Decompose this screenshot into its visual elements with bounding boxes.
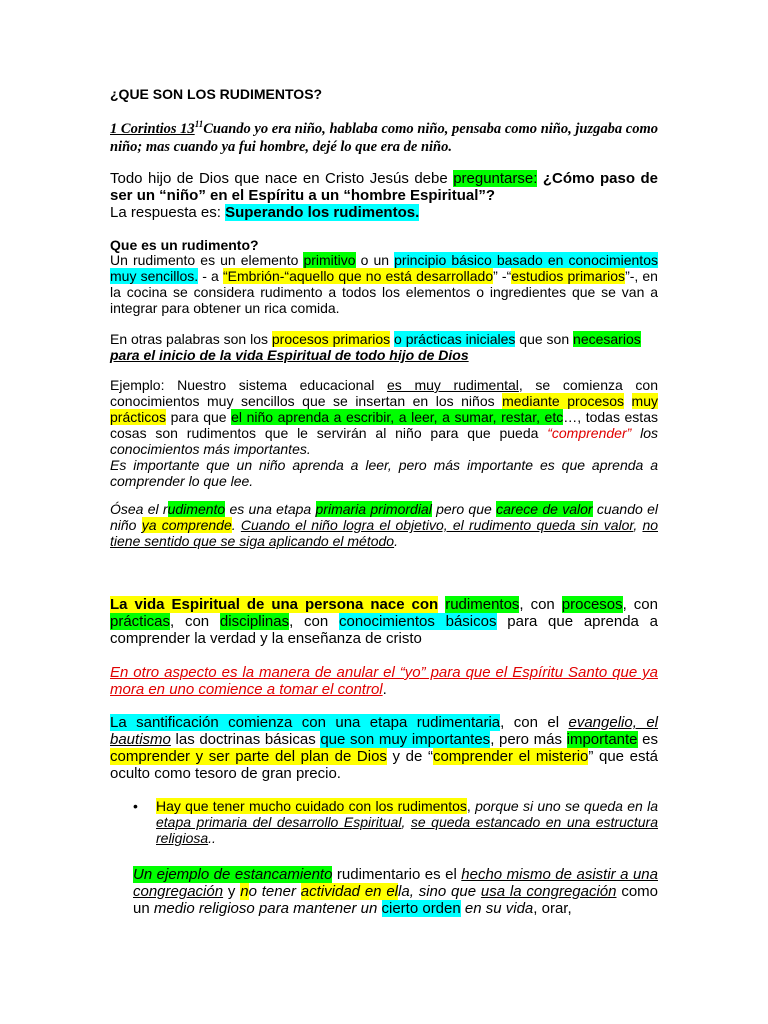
verse-number: 11 xyxy=(194,119,204,130)
highlight: estudios primarios xyxy=(511,268,626,284)
highlight: necesarios xyxy=(573,331,641,347)
intro-text: Todo hijo de Dios que nace en Cristo Jesús debe xyxy=(110,170,454,187)
text: o un xyxy=(355,252,395,268)
highlight: Un ejemplo de estancamiento xyxy=(133,866,333,883)
definition-paragraph xyxy=(110,252,658,316)
text: la, sino que xyxy=(398,883,481,900)
highlight: La santificación comienza con una etapa rudimentaria xyxy=(110,714,501,731)
red-underlined-text: En otro aspecto es la manera de anular el “yo” para que el Espíritu Santo que ya mora en uno comience a tomar el control xyxy=(110,664,658,698)
highlight: conocimientos básicos xyxy=(338,613,497,630)
text: . xyxy=(394,533,398,549)
highlight: primaria primordial xyxy=(315,501,432,517)
text: ” que está oculto como tesoro de gran precio. xyxy=(110,748,658,782)
text: es xyxy=(637,731,658,748)
underlined-text: usa la congregación xyxy=(480,883,617,900)
italic-text: medio religioso para mantener un xyxy=(153,900,378,917)
highlight: prácticas xyxy=(110,613,171,630)
highlight: La vida Espiritual de una persona nace con xyxy=(110,596,439,613)
highlight: comprender el misterio xyxy=(432,748,589,765)
highlight: carece de valor xyxy=(496,501,593,517)
highlight: importante xyxy=(566,731,638,748)
highlight: rudimentos xyxy=(445,596,520,613)
bullet-icon: • xyxy=(133,798,138,814)
text: , se comienza con conocimientos muy sencillos que se insertan en los niños xyxy=(110,377,658,409)
highlight: disciplinas xyxy=(219,613,290,630)
text: , con xyxy=(622,596,658,613)
highlight: o prácticas iniciales xyxy=(394,331,516,347)
other-words-paragraph xyxy=(110,331,658,363)
highlight: el niño aprenda a escribir, a leer, a sumar, restar, etc xyxy=(231,409,564,425)
red-text: “comprender” xyxy=(547,425,632,441)
text: . xyxy=(382,681,387,698)
text: .. xyxy=(208,830,216,846)
highlight: cierto orden xyxy=(381,900,461,917)
highlight: principio básico basado en conocimientos muy sencillos. xyxy=(110,252,658,284)
text: ”-, en la cocina se considera rudimento a todos los elementos o ingredientes que se van a integrar para obtener un rica comida. xyxy=(110,268,658,316)
bullet-item xyxy=(156,798,658,846)
text: , xyxy=(401,814,411,830)
underlined-text: hecho mismo de asistir a una congregación xyxy=(133,866,658,900)
bible-quote xyxy=(110,120,658,156)
text: Un rudimento es un elemento xyxy=(110,252,304,268)
vida-paragraph xyxy=(110,596,658,647)
highlight: n xyxy=(240,883,249,900)
intro-highlight: preguntarse: xyxy=(453,170,538,187)
highlight: muy prácticos xyxy=(110,393,658,425)
underlined-text: Cuando el niño logra el objetivo, el rudimento queda sin valor xyxy=(240,517,634,533)
highlight: udimento xyxy=(167,501,226,517)
highlight: comprender y ser parte del plan de Dios xyxy=(110,748,387,765)
intro-answer: Superando los rudimentos. xyxy=(225,204,420,221)
text: para que aprenda a comprender la verdad y la enseñanza de cristo xyxy=(110,613,658,647)
italic-text: en su vida xyxy=(464,900,534,917)
text: que son xyxy=(515,331,574,347)
highlight: Hay que tener mucho cuidado con los rudimentos xyxy=(156,798,467,814)
text: En otras palabras son los xyxy=(110,331,272,347)
text: , con xyxy=(519,596,562,613)
text: , pero más xyxy=(490,731,567,748)
bible-text: Cuando yo era niño, hablaba como niño, pensaba como niño, juzgaba como niño; mas cuando ya fui hombre, dejé lo que era de niño. xyxy=(110,121,658,155)
page-title: ¿QUE SON LOS RUDIMENTOS? xyxy=(110,86,323,102)
text: , xyxy=(466,798,476,814)
highlight: ya comprende xyxy=(141,517,232,533)
text: ” -“ xyxy=(493,268,512,284)
text: - a xyxy=(198,268,223,284)
santificacion-paragraph xyxy=(110,714,658,782)
text: . xyxy=(231,517,241,533)
bible-reference: 1 Corintios 13 xyxy=(110,121,195,137)
intro-paragraph xyxy=(110,170,658,221)
highlight: procesos xyxy=(561,596,623,613)
definition-heading: Que es un rudimento? xyxy=(110,237,259,253)
text: o tener xyxy=(248,883,301,900)
text: pero que xyxy=(431,501,497,517)
text: para que xyxy=(166,409,232,425)
intro-question: ¿Cómo paso de ser un “niño” en el Espíritu a un “hombre Espiritual”? xyxy=(110,170,658,204)
text: , con el xyxy=(500,714,569,731)
text: , con xyxy=(170,613,220,630)
estancamiento-paragraph xyxy=(133,866,658,917)
text: y de “ xyxy=(386,748,433,765)
highlight: actividad en el xyxy=(300,883,399,900)
intro-answer-label: La respuesta es: xyxy=(110,204,226,221)
underlined-text: etapa primaria del desarrollo Espiritual xyxy=(156,814,402,830)
text: los conocimientos más importantes. xyxy=(110,425,658,457)
text: y xyxy=(223,883,241,900)
underlined-text: se queda estancado en una estructura religiosa xyxy=(156,814,659,846)
text: , orar, xyxy=(533,900,572,917)
text: Es importante que un niño aprenda a leer, pero más importante es que aprenda a comprender lo que lee. xyxy=(110,457,658,489)
highlight: que son muy importantes xyxy=(320,731,491,748)
text: , xyxy=(633,517,643,533)
text: Ejemplo: Nuestro sistema educacional xyxy=(110,377,388,393)
highlight: procesos primarios xyxy=(271,331,391,347)
text: las doctrinas básicas xyxy=(170,731,321,748)
text: cuando el niño xyxy=(110,501,658,533)
text xyxy=(624,393,632,409)
text: …, todas estas cosas son rudimentos que le servirán al niño para que pueda xyxy=(110,409,658,441)
highlight: primitivo xyxy=(303,252,356,268)
text: Ósea el r xyxy=(110,501,168,517)
highlight: mediante procesos xyxy=(502,393,625,409)
emphasis-text: para el inicio de la vida Espiritual de todo hijo de Dios xyxy=(110,347,469,363)
underlined-text: es muy rudimental xyxy=(387,377,519,393)
italic-text: porque si uno se queda en la xyxy=(475,798,658,814)
italic-text: evangelio, el bautismo xyxy=(110,714,658,748)
text xyxy=(377,900,381,917)
underlined-text: no tiene sentido que se siga aplicando el método xyxy=(110,517,659,549)
text: , con xyxy=(289,613,339,630)
aspecto-paragraph xyxy=(110,664,658,698)
text: rudimentario es el xyxy=(332,866,462,883)
example-paragraph xyxy=(110,377,658,489)
text: como un xyxy=(133,883,659,917)
highlight: “Embrión-“aquello que no está desarrollado xyxy=(222,268,494,284)
osea-paragraph xyxy=(110,501,658,549)
text: es una etapa xyxy=(225,501,316,517)
